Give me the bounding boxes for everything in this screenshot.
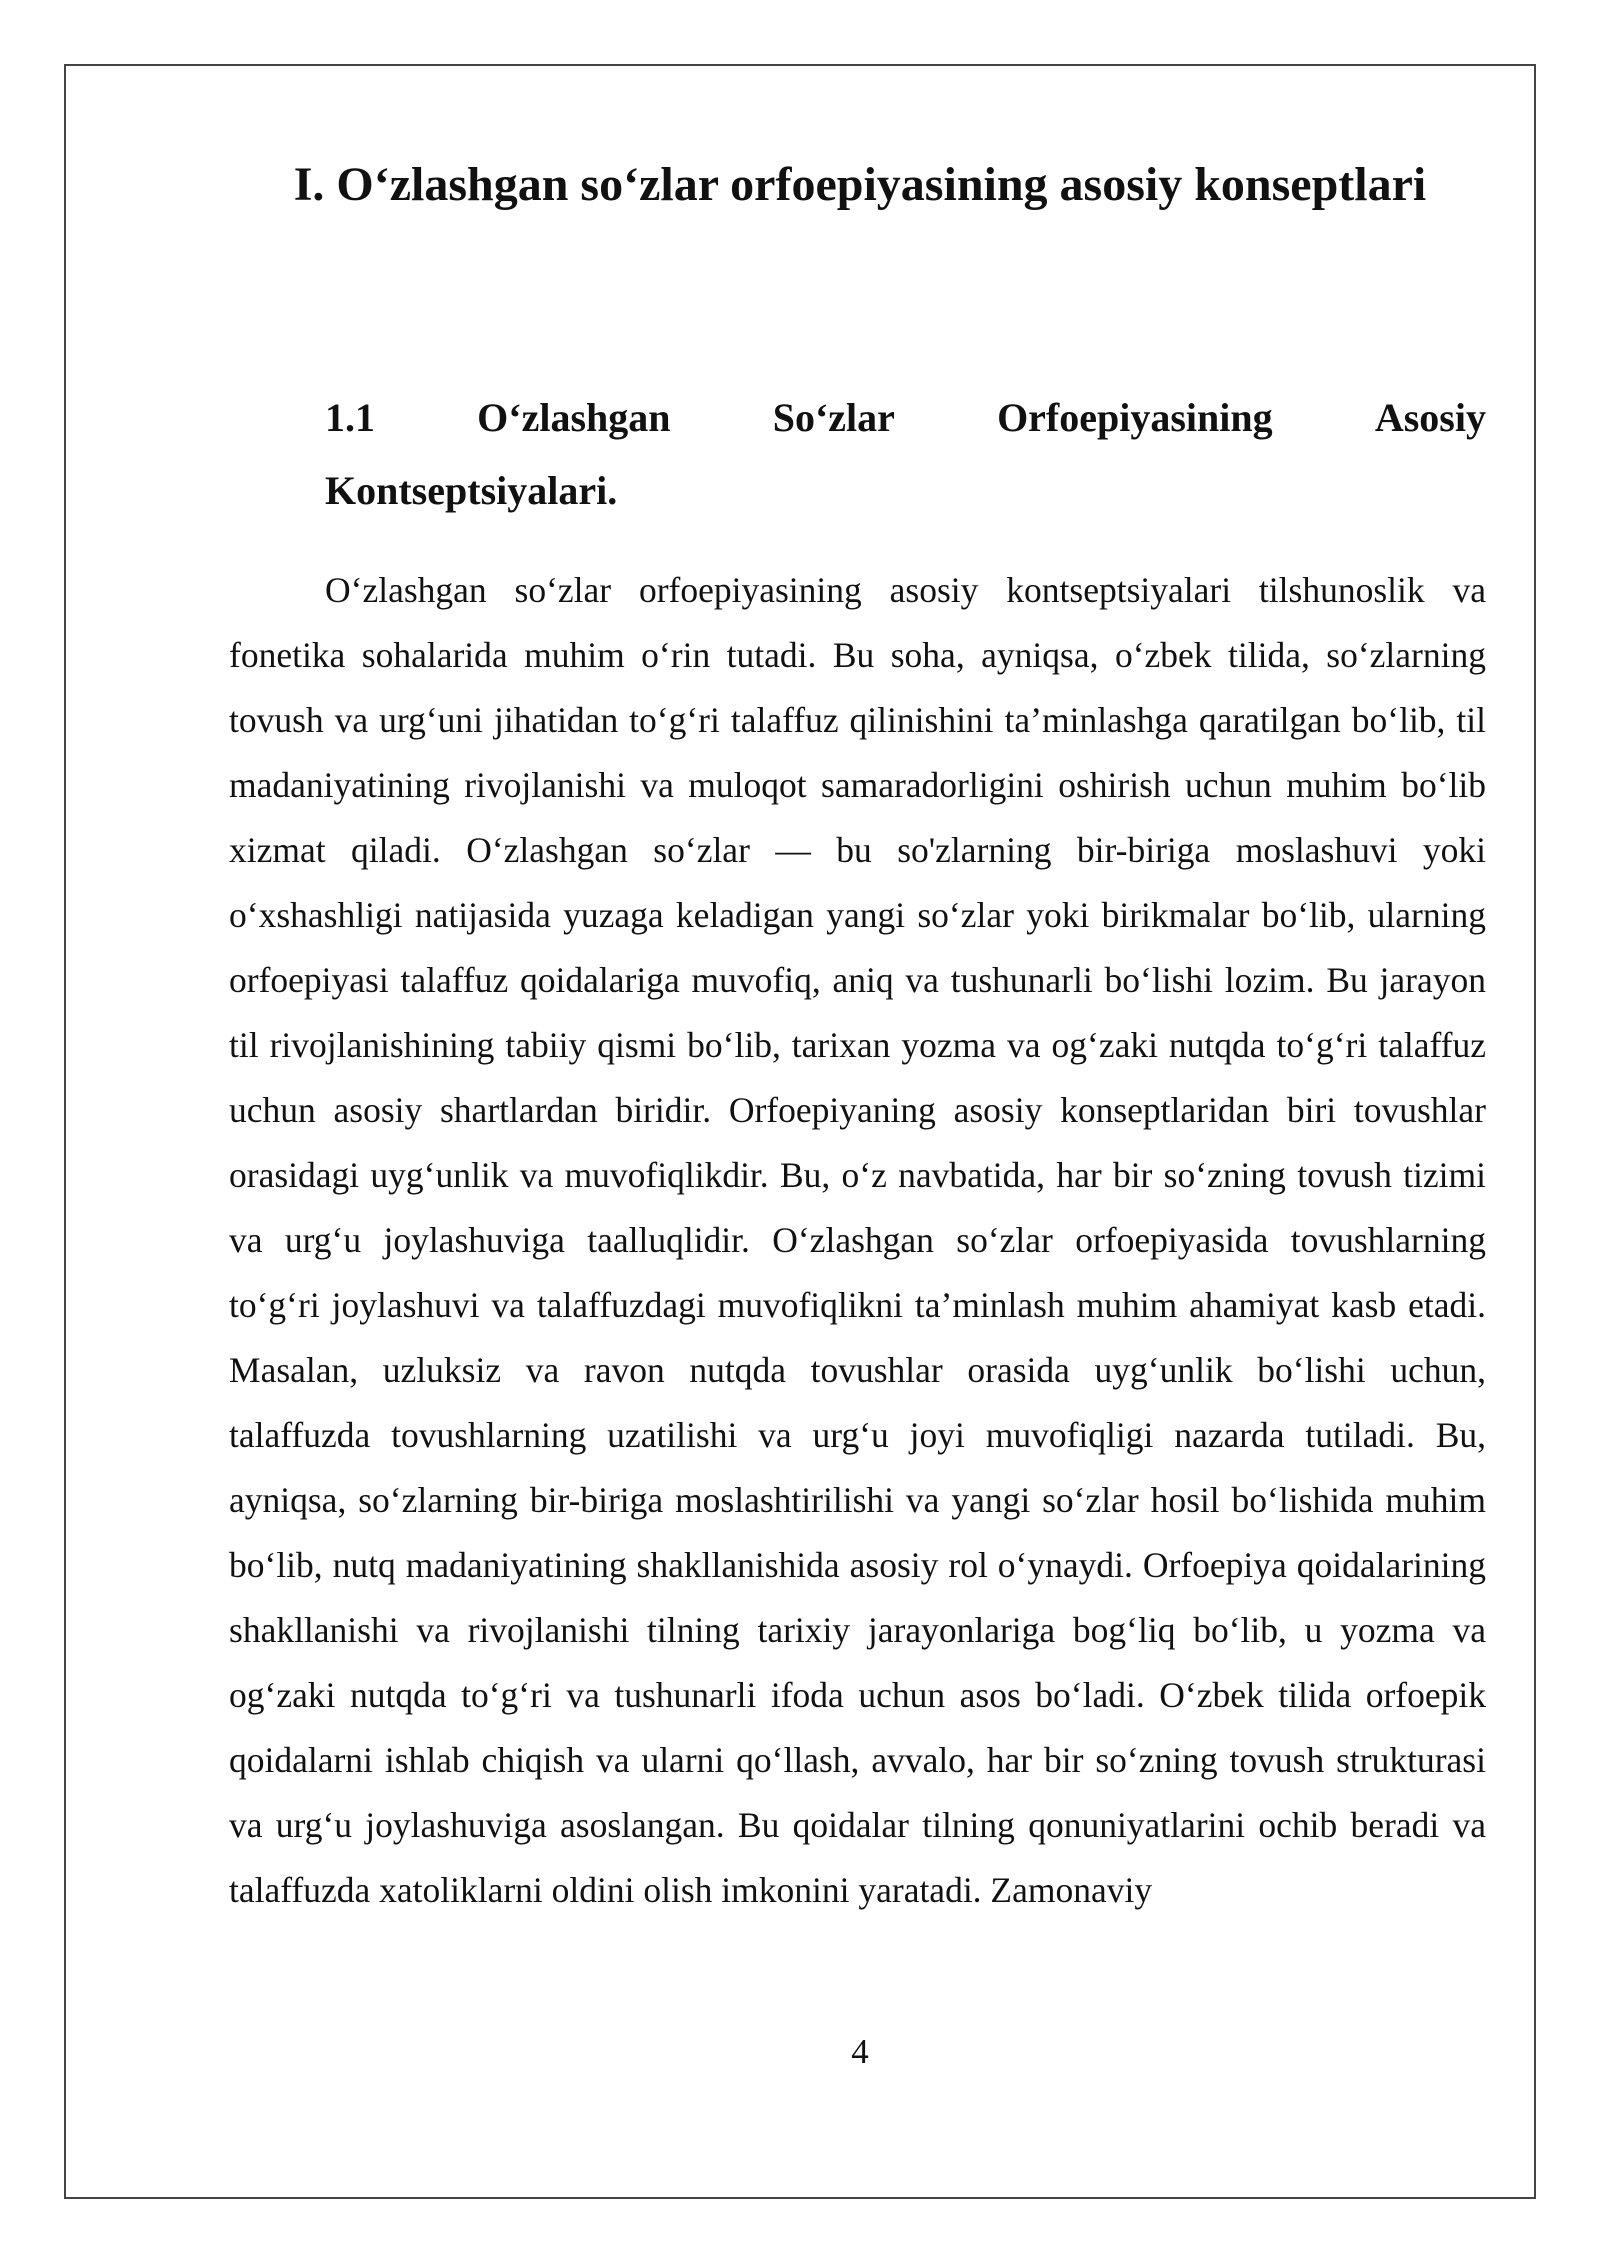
section-heading-word: Orfoepiyasining [997, 395, 1273, 440]
section-heading-word: Asosiy [1374, 395, 1486, 440]
page-number: 4 [851, 2032, 869, 2071]
section-heading-word: So‘zlar [772, 395, 895, 440]
chapter-title: I. O‘zlashgan so‘zlar orfoepiyasining asosiy konseptlari [293, 158, 1427, 211]
section-number: 1.1 [325, 395, 375, 440]
body-paragraph: O‘zlashgan so‘zlar orfoepiyasining asosiy kontseptsiyalari tilshunoslik va fonetika sohalarida muhim o‘rin tutadi. Bu soha, ayniqsa, o‘zbek tilida, so‘zlarning tovush va urg‘uni jihatidan to‘g‘ri talaffuz qilinishini ta’minlashga qaratilgan bo‘lib, til madaniyatining rivojlanishi va muloqot samaradorligini oshirish uchun muhim bo‘lib xizmat qiladi. O‘zlashgan so‘zlar — bu so'zlarning bir-biriga moslashuvi yoki o‘xshashligi natijasida yuzaga keladigan yangi so‘zlar yoki birikmalar bo‘lib, ularning orfoepiyasi talaffuz qoidalariga muvofiq, aniq va tushunarli bo‘lishi lozim. Bu jarayon til rivojlanishining tabiiy qismi bo‘lib, tarixan yozma va og‘zaki nutqda to‘g‘ri talaffuz uchun asosiy shartlardan biridir. Orfoepiyaning asosiy konseptlaridan biri tovushlar orasidagi uyg‘unlik va muvofiqlikdir. Bu, o‘z navbatida, har bir so‘zning tovush tizimi va urg‘u joylashuviga taalluqlidir. O‘zlashgan so‘zlar orfoepiyasida tovushlarning to‘g‘ri joylashuvi va talaffuzdagi muvofiqlikni ta’minlash muhim ahamiyat kasb etadi. Masalan, uzluksiz va ravon nutqda tovushlar orasida uyg‘unlik bo‘lishi uchun, talaffuzda tovushlarning uzatilishi va urg‘u joyi muvofiqligi nazarda tutiladi. Bu, ayniqsa, so‘zlarning bir-biriga moslashtirilishi va yangi so‘zlar hosil bo‘lishida muhim bo‘lib, nutq madaniyatining shakllanishida asosiy rol o‘ynaydi. Orfoepiya qoidalarining shakllanishi va rivojlanishi tilning tarixiy jarayonlariga bog‘liq bo‘lib, u yozma va og‘zaki nutqda to‘g‘ri va tushunarli ifoda uchun asos bo‘ladi. O‘zbek tilida orfoepik qoidalarni ishlab chiqish va ularni qo‘llash, avvalo, har bir so‘zning tovush strukturasi va urg‘u joylashuviga asoslangan. Bu qoidalar tilning qonuniyatlarini ochib beradi va talaffuzda xatoliklarni oldini olish imkonini yaratadi. Zamonaviy [229, 570, 1486, 1910]
section-heading-word: O‘zlashgan [477, 395, 671, 440]
section-heading-line1 [325, 381, 1486, 454]
section-heading-line2: Kontseptsiyalari. [325, 468, 618, 513]
section-heading [325, 381, 1486, 527]
